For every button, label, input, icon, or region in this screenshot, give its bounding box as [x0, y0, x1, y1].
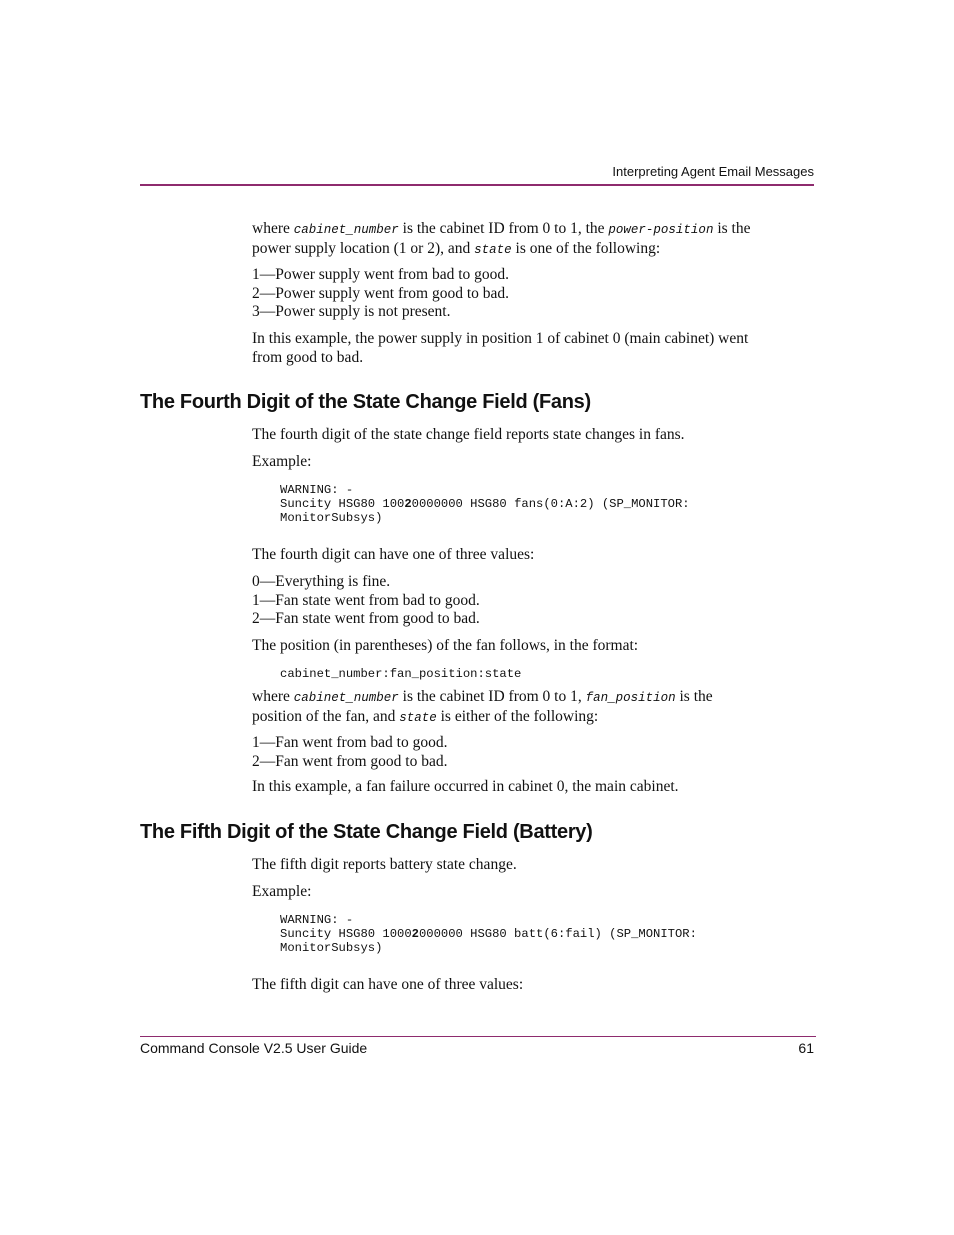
battery-values-intro: The fifth digit can have one of three values: [252, 976, 524, 993]
text-is-the: is the [713, 220, 751, 237]
var-cabinet-number: cabinet_number [293, 223, 399, 237]
list-item: 2—Fan state went from good to bad. [252, 610, 480, 627]
power-supply-where-paragraph [252, 220, 814, 259]
page-number: 61 [798, 1040, 814, 1056]
fans-example-summary: In this example, a fan failure occurred in cabinet 0, the main cabinet. [252, 778, 679, 795]
footer-rule [140, 1036, 816, 1037]
battery-example-label: Example: [252, 883, 312, 900]
text-where: where [252, 220, 294, 237]
code-line [280, 927, 697, 941]
list-item: 1—Power supply went from bad to good. [252, 266, 510, 283]
fans-intro: The fourth digit of the state change field reports state changes in fans. [252, 426, 685, 443]
section-heading-battery: The Fifth Digit of the State Change Field (Battery) [140, 821, 593, 843]
fans-code-example [280, 483, 690, 525]
paragraph-line: In this example, the power supply in position 1 of cabinet 0 (main cabinet) went [252, 330, 749, 347]
code-segment: 000000 HSG80 batt(6:fail) (SP_MONITOR: [418, 927, 697, 941]
text-cabinet-desc: is the cabinet ID from 0 to 1, [398, 688, 586, 705]
header-rule [140, 184, 814, 186]
list-item: 3—Power supply is not present. [252, 303, 451, 320]
var-cabinet-number: cabinet_number [293, 691, 399, 705]
list-item: 2—Fan went from good to bad. [252, 752, 448, 770]
text-cabinet-desc: is the cabinet ID from 0 to 1, the [398, 220, 609, 237]
text-where: where [252, 688, 294, 705]
section-heading-fans: The Fourth Digit of the State Change Field (Fans) [140, 391, 591, 413]
fans-format-intro: The position (in parentheses) of the fan follows, in the format: [252, 637, 639, 654]
code-line: MonitorSubsys) [280, 941, 383, 955]
text-either-of-following: is either of the following: [436, 707, 599, 725]
footer-guide-title: Command Console V2.5 User Guide [140, 1040, 368, 1056]
var-power-position: power-position [608, 223, 714, 237]
code-segment: 0000000 HSG80 fans(0:A:2) (SP_MONITOR: [411, 497, 690, 511]
power-supply-values-list [252, 266, 814, 322]
list-item: 1—Fan went from bad to good. [252, 734, 448, 751]
fans-values-list [252, 573, 814, 629]
code-segment: Suncity HSG80 100 [280, 497, 405, 511]
text-is-the: is the [675, 688, 713, 705]
battery-code-example [280, 913, 697, 955]
battery-intro: The fifth digit reports battery state change. [252, 856, 517, 873]
fans-values-intro: The fourth digit can have one of three values: [252, 546, 535, 563]
text-fan-position-desc: position of the fan, and [252, 707, 400, 725]
code-line: WARNING: - [280, 913, 354, 927]
text-power-location: power supply location (1 or 2), and [252, 239, 475, 257]
var-state: state [474, 242, 512, 257]
var-fan-position: fan_position [585, 691, 676, 705]
fans-format-code: cabinet_number:fan_position:state [280, 667, 522, 681]
fans-state-values-list [252, 734, 814, 771]
list-item: 2—Power supply went from good to bad. [252, 284, 510, 302]
code-highlight-digit: 2 [404, 497, 412, 511]
power-supply-example-paragraph [252, 330, 814, 367]
code-highlight-digit: 2 [411, 927, 419, 941]
var-state: state [399, 710, 437, 725]
list-item: 0—Everything is fine. [252, 573, 391, 590]
paragraph-line: from good to bad. [252, 348, 364, 366]
code-line [280, 497, 690, 511]
list-item: 1—Fan state went from bad to good. [252, 591, 480, 609]
fans-where-paragraph [252, 688, 814, 727]
running-header: Interpreting Agent Email Messages [612, 164, 814, 179]
code-line: MonitorSubsys) [280, 511, 383, 525]
code-segment: Suncity HSG80 1000 [280, 927, 412, 941]
code-line: WARNING: - [280, 483, 354, 497]
text-one-of-following: is one of the following: [511, 239, 661, 257]
fans-example-label: Example: [252, 453, 312, 470]
